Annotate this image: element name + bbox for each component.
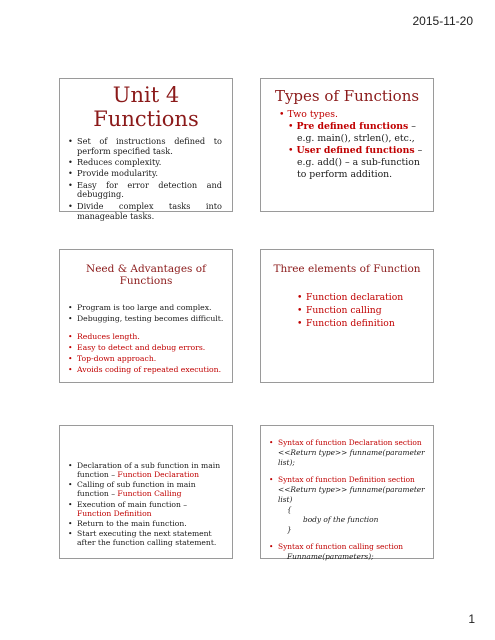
slide-title: Need & Advantages of Functions [86,263,206,287]
userdefined-example-1: e.g. add() – a sub-function [297,157,420,168]
slide-title: Types of Functions [274,87,420,105]
page-number: 1 [468,612,475,626]
def-code: <<Return type>> funname(parameter list) [278,485,425,504]
list-item: • Function definition [297,317,427,330]
close-brace: } [287,525,292,534]
list-item: • Divide complex tasks into manageable tasks. [68,202,222,222]
list-item: • Set of instructions defined to perform specified task. [68,137,222,157]
predefined-line: • Pre defined functions – [288,121,416,132]
list-item: • Debugging, testing becomes difficult. [68,314,226,324]
list-item: • Calling of sub function in main function – Function Calling [68,481,223,499]
list-item: • Reduces complexity. [68,158,222,168]
def-body: body of the function [303,515,379,524]
steps-list [68,462,223,548]
decl-heading: • Syntax of function Declaration section [269,438,427,448]
open-brace: { [287,505,292,514]
needs-list [68,303,226,324]
decl-code: <<Return type>> funname(parameter list); [278,448,425,467]
slide-three-elements [260,249,434,383]
def-heading: • Syntax of function Definition section [269,475,427,485]
title-line-2: Functions [93,107,199,131]
call-code: Funname(parameters); [287,552,374,561]
call-heading: • Syntax of function calling section [269,542,427,552]
slide-unit4-functions [59,78,233,221]
list-item: • Program is too large and complex. [68,303,226,313]
list-item: • Execution of main function – Function Definition [68,501,223,519]
list-item: • Function declaration [297,291,427,304]
list-item: • Provide modularity. [68,169,222,179]
slide-title [60,83,232,131]
advantages-list [68,332,226,375]
elements-list [297,291,427,330]
list-item: • Easy for error detection and debugging. [68,181,222,201]
list-item: • Top-down approach. [68,354,226,364]
userdefined-example-2: to perform addition. [297,169,393,180]
list-item: • Declaration of a sub function in main function – Function Declaration [68,462,223,480]
slide-types-of-functions [260,78,434,212]
list-item: • Start executing the next statement after the function calling statement. [68,530,223,548]
predefined-label: Pre defined functions [296,121,409,132]
slide-body [279,109,425,181]
slide-need-advantages [59,249,233,383]
title-line-1: Unit 4 [112,83,180,107]
list-item: • Easy to detect and debug errors. [68,343,226,353]
slide-execution-steps [59,425,233,559]
types-intro: • Two types. [279,109,338,120]
predefined-example: e.g. main(), strlen(), etc., [297,133,415,144]
userdefined-label: User defined functions [296,145,415,156]
syntax-list [269,438,427,562]
header-date: 2015-11-20 [412,14,473,28]
list-item: • Reduces length. [68,332,226,342]
predefined-dash: – [408,121,416,132]
userdefined-dash: – [414,145,423,156]
slide-syntax [260,425,434,559]
userdefined-line: • User defined functions – [288,145,423,156]
bullet-list [68,137,222,221]
list-item: • Avoids coding of repeated execution. [68,365,226,375]
list-item: • Function calling [297,304,427,317]
slide-title: Three elements of Function [273,263,421,275]
list-item: • Return to the main function. [68,520,223,529]
